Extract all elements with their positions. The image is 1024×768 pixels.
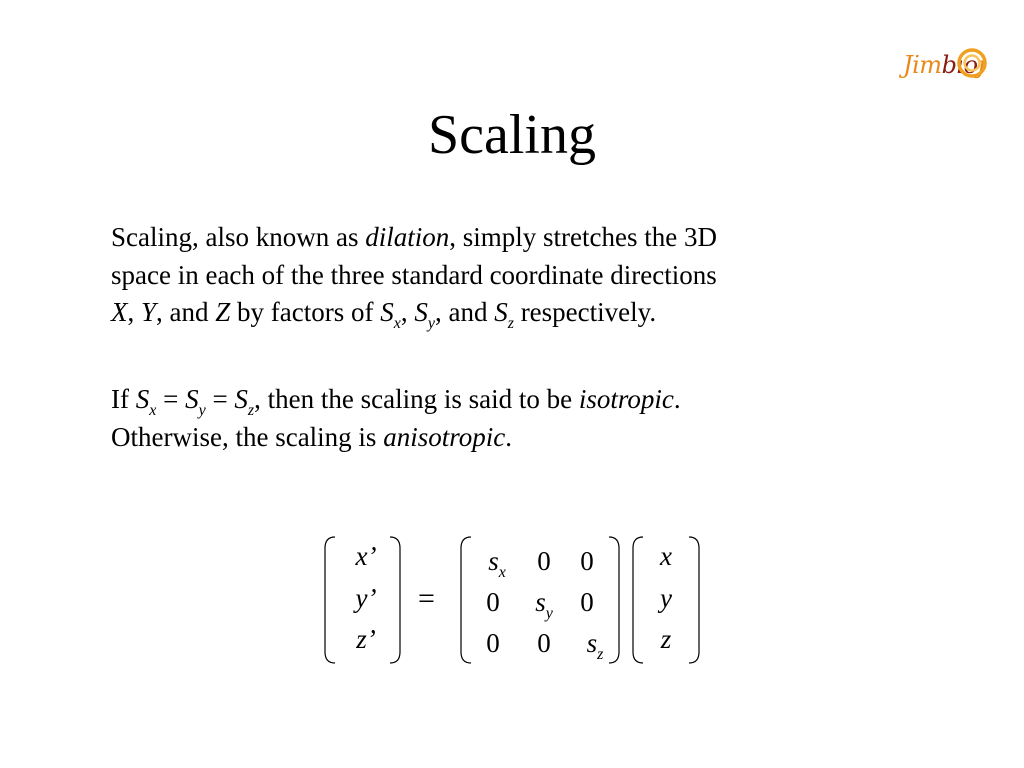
matrix-cell-sy: $s_y$ [535, 587, 553, 622]
term-isotropic: isotropic [578, 384, 674, 414]
left-vector-open-bracket [323, 536, 337, 664]
right-vector-entry-z: z [660, 624, 672, 654]
matrix-cell-zero: 0 [486, 628, 500, 658]
isotropy-line-2: Otherwise, the scaling is anisotropic. [111, 421, 512, 452]
matrix-cell-sx: $s_x$ [488, 546, 506, 581]
right-vector-entry-x: x [660, 541, 672, 571]
term-dilation: dilation [365, 222, 450, 252]
definition-line-3: X, Y, and Z by factors of $S_x$, $S_y$, and $S_z$ respectively. [111, 297, 657, 332]
matrix-cell-zero: 0 [580, 587, 594, 617]
matrix-cell-zero: 0 [537, 628, 551, 658]
definition-line-2: space in each of the three standard coordinate directions [111, 259, 717, 290]
left-vector-entry-z: z’ [356, 624, 376, 654]
matrix-open-bracket [459, 536, 473, 664]
matrix-cell-sz: $s_z$ [586, 628, 604, 663]
matrix-cell-zero: 0 [486, 587, 500, 617]
right-vector-open-bracket [631, 536, 645, 664]
matrix-cell-zero: 0 [580, 546, 594, 576]
slide-title: Scaling [428, 104, 596, 166]
matrix-cell-zero: 0 [537, 546, 551, 576]
right-vector-entry-y: y [660, 583, 672, 613]
isotropy-line-1: If $S_x = S_y = S_z$, then the scaling is said to be isotropic. [111, 384, 681, 419]
left-vector-close-bracket [388, 536, 402, 664]
left-vector-entry-x: x’ [355, 541, 377, 571]
left-vector-entry-y: y’ [355, 583, 377, 613]
term-anisotropic: anisotropic [383, 421, 506, 452]
equals-sign: = [418, 582, 435, 615]
logo-wordmark: Jimbioj [903, 51, 985, 79]
definition-line-1: Scaling, also known as dilation, simply stretches the 3D [111, 222, 717, 252]
right-vector-close-bracket [687, 536, 701, 664]
